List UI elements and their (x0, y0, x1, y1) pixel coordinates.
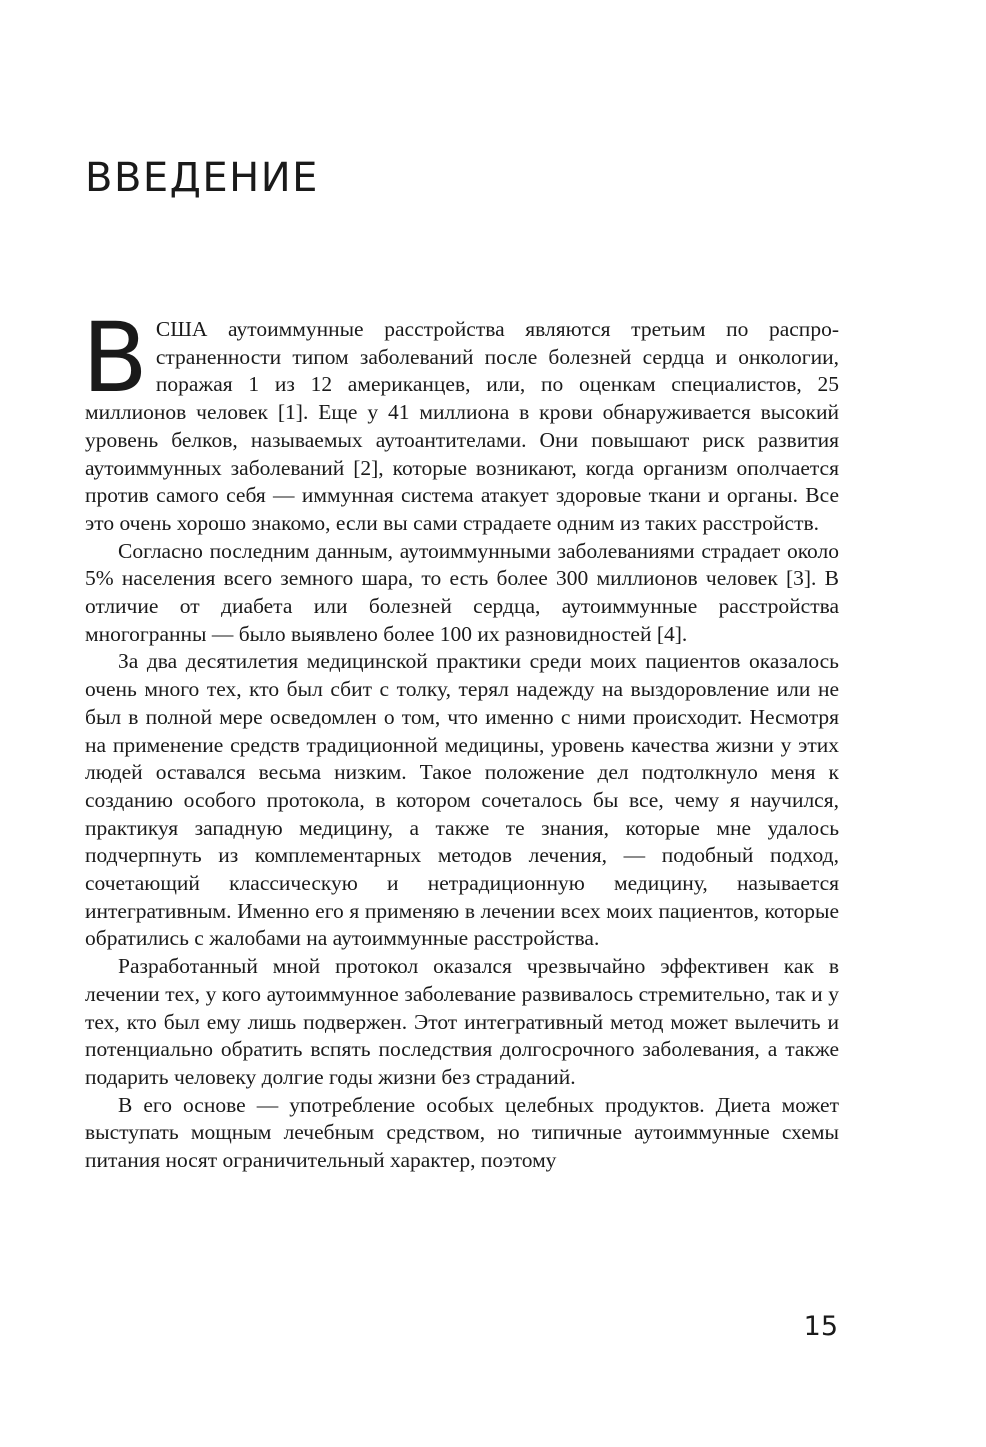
page-number: 15 (803, 1311, 838, 1342)
drop-cap: В (82, 302, 148, 414)
paragraph-5: В его основе — употребление особых целебных продуктов. Диета может выступать мощным лечебным средством, но типичные аутоиммунные схемы питания носят ограничительный характер, поэтому (85, 1092, 839, 1173)
paragraph-1-text: США аутоиммунные расстройства являются третьим по распространенности типом заболеваний после болезней сердца и онкологии, поражая 1 из 12 американцев, или, по оценкам специалистов, 25 миллионов человек [1]. Еще у 41 миллиона в крови обнаруживается высокий уровень белков, называемых аутоантителами. Они повышают риск развития аутоиммунных заболеваний [2], которые возникают, когда организм ополчается против самого себя — иммунная система атакует здоровые ткани и органы. Все это очень хорошо знакомо, если вы сами страдаете одним из таких расстройств. (85, 317, 839, 535)
paragraph-2: Согласно последним данным, аутоиммунными заболеваниями страдает около 5% населения всего земного шара, то есть более 300 миллионов человек [3]. В отличие от диабета или болезней сердца, аутоиммунные расстройства многогранны — было выявлено более 100 их разновидностей [4]. (85, 538, 839, 646)
paragraph-3: За два десятилетия медицинской практики среди моих пациентов оказалось очень много тех, кто был сбит с толку, терял надежду на выздоровление или не был в полной мере осведомлен о том, что именно с ними происходит. Несмотря на применение средств традиционной медицины, уровень качества жизни у этих людей оставался весьма низким. Такое положение дел подтолкнуло меня к созданию особого протокола, в котором сочеталось бы все, чему я научился, практикуя западную медицину, а также те знания, которые мне удалось подчерпнуть из комплементарных методов лечения, — подобный подход, сочетающий классическую и нетрадиционную медицину, называется интегративным. Именно его я применяю в лечении всех моих пациентов, которые обратились с жалобами на аутоиммунные расстройства. (85, 649, 839, 951)
body-text (82, 302, 839, 1175)
paragraph-1 (82, 302, 839, 538)
chapter-title: ВВЕДЕНИЕ (85, 155, 319, 201)
paragraph-4: Разработанный мной протокол оказался чрезвычайно эффективен как в лечении тех, у кого аутоиммунное заболевание развивалось стремительно, так и у тех, кто был ему лишь подвержен. Этот интегративный метод может вылечить и потенциально обратить вспять последствия долгосрочного заболевания, а также подарить человеку долгие годы жизни без страданий. (85, 954, 839, 1089)
